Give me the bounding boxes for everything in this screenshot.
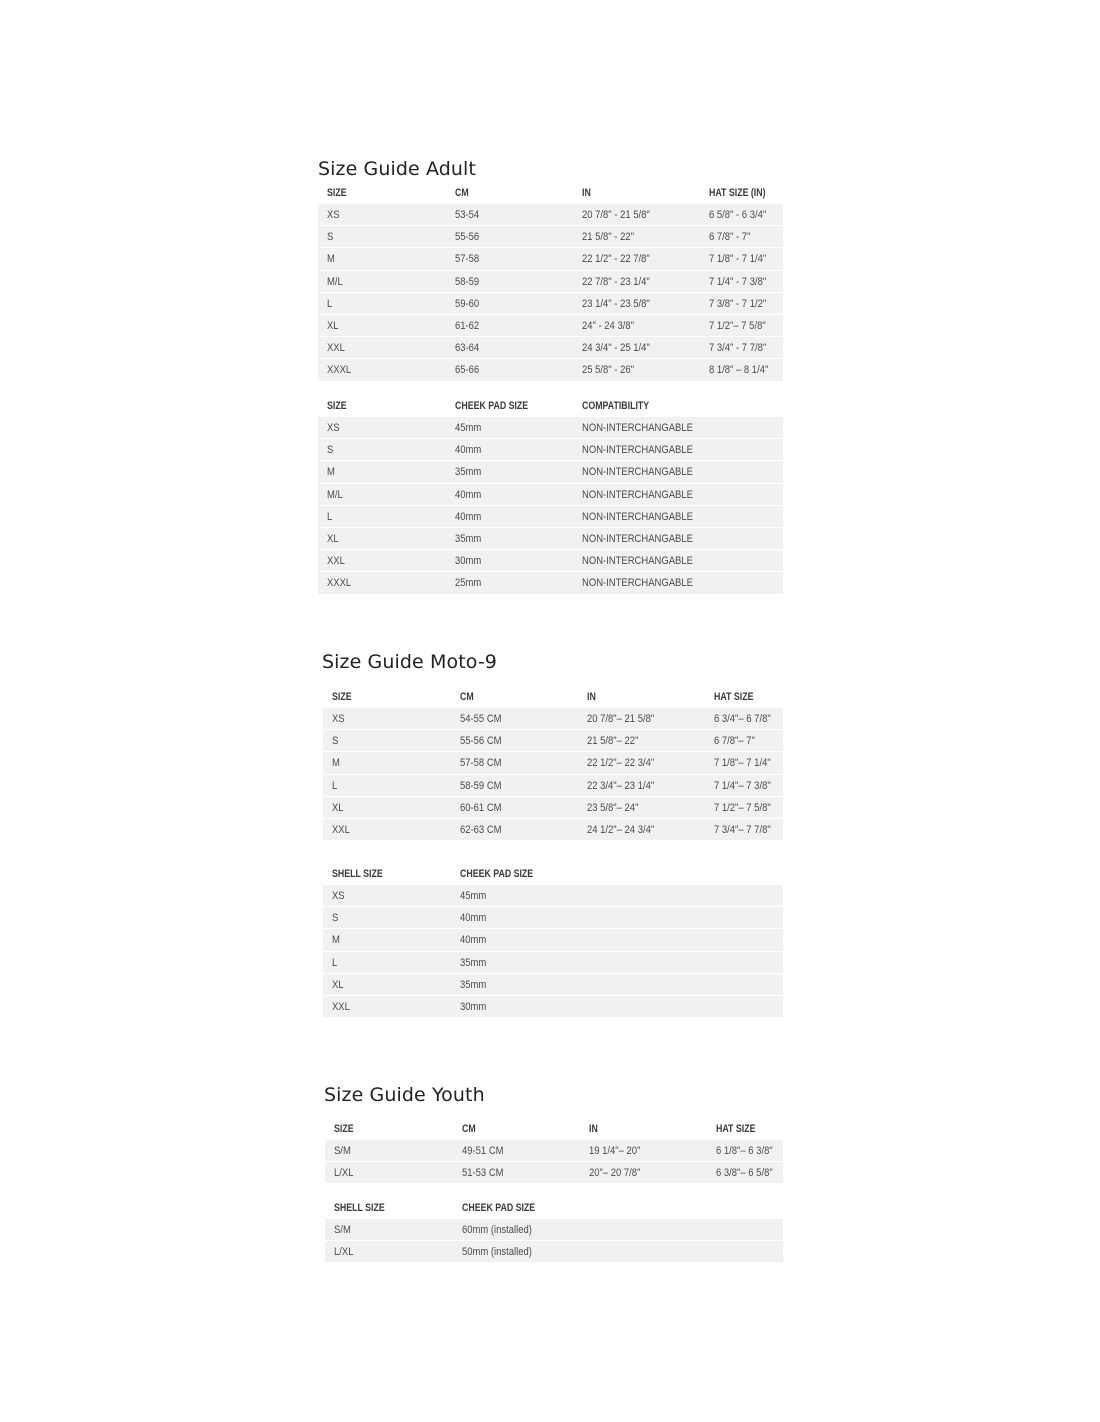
table-row: [318, 337, 783, 359]
youth-title: Size Guide Youth: [324, 1084, 485, 1106]
table-cell: 7 3/8" - 7 1/2": [709, 297, 767, 310]
table-cell: 8 1/8" – 8 1/4": [709, 364, 769, 377]
table-row: [318, 315, 783, 337]
table-cell: M: [327, 253, 335, 266]
table-cell: 60mm (installed): [462, 1224, 532, 1236]
table-cell: XL: [327, 532, 339, 545]
table-cell: 60-61 CM: [460, 801, 502, 814]
table-header: [325, 1118, 783, 1140]
table-cell: NON-INTERCHANGABLE: [582, 488, 693, 501]
moto9-size-table: [323, 686, 783, 841]
column-header: CM: [460, 691, 474, 703]
column-header: IN: [587, 691, 596, 703]
table-cell: L/XL: [334, 1246, 354, 1259]
table-row: [318, 461, 783, 483]
table-header: [323, 863, 783, 885]
table-row: [318, 271, 783, 293]
table-cell: 20 7/8"– 21 5/8": [587, 713, 655, 725]
table-cell: 23 1/4" - 23 5/8": [582, 297, 650, 310]
table-cell: 6 7/8"– 7": [714, 735, 755, 748]
table-cell: 57-58: [455, 253, 480, 266]
table-cell: 6 5/8" - 6 3/4": [709, 209, 767, 221]
youth-size-table: [325, 1118, 783, 1184]
column-header: SHELL SIZE: [332, 868, 383, 880]
table-header: [318, 182, 783, 204]
table-cell: 20"– 20 7/8": [589, 1167, 641, 1180]
table-row: [318, 359, 783, 381]
table-row: [323, 708, 783, 730]
table-cell: 40mm: [455, 488, 482, 501]
table-cell: NON-INTERCHANGABLE: [582, 532, 693, 545]
adult-size-table: [318, 182, 783, 382]
table-cell: 53-54: [455, 209, 480, 221]
table-row: [325, 1219, 783, 1241]
table-cell: M/L: [327, 488, 343, 501]
table-row: [318, 293, 783, 315]
table-cell: XXL: [332, 1000, 350, 1013]
table-cell: 24 3/4" - 25 1/4": [582, 342, 650, 355]
table-row: [323, 819, 783, 841]
column-header: CHEEK PAD SIZE: [460, 868, 534, 880]
table-cell: 49-51 CM: [462, 1145, 504, 1157]
table-cell: NON-INTERCHANGABLE: [582, 555, 693, 568]
table-cell: NON-INTERCHANGABLE: [582, 444, 693, 457]
table-cell: NON-INTERCHANGABLE: [582, 577, 693, 590]
table-cell: 45mm: [455, 422, 482, 434]
adult-title: Size Guide Adult: [318, 158, 476, 180]
table-row: [318, 528, 783, 550]
table-cell: 23 5/8"– 24": [587, 801, 639, 814]
table-cell: 22 7/8" - 23 1/4": [582, 275, 650, 288]
table-cell: S: [327, 231, 334, 244]
table-row: [323, 907, 783, 929]
table-cell: M/L: [327, 275, 343, 288]
table-cell: L: [327, 297, 333, 310]
table-cell: 35mm: [460, 978, 487, 991]
table-cell: 65-66: [455, 364, 480, 377]
table-row: [323, 974, 783, 996]
table-row: [318, 417, 783, 439]
table-cell: 22 1/2" - 22 7/8": [582, 253, 650, 266]
table-row: [318, 572, 783, 594]
table-cell: 6 3/8"– 6 5/8": [716, 1167, 773, 1180]
table-cell: 24" - 24 3/8": [582, 319, 634, 332]
adult-cheek-table: [318, 395, 783, 595]
table-cell: 40mm: [460, 912, 487, 925]
moto9-cheek-table: [323, 863, 783, 1018]
table-cell: 7 1/8" - 7 1/4": [709, 253, 767, 266]
table-cell: S/M: [334, 1145, 351, 1157]
table-row: [325, 1162, 783, 1184]
column-header: HAT SIZE: [716, 1123, 756, 1135]
table-cell: 25mm: [455, 577, 482, 590]
table-cell: 40mm: [455, 510, 482, 523]
table-cell: XXXL: [327, 577, 352, 590]
table-row: [318, 248, 783, 270]
table-cell: 35mm: [460, 956, 487, 969]
table-cell: 58-59: [455, 275, 480, 288]
table-cell: 24 1/2"– 24 3/4": [587, 823, 655, 836]
table-cell: 19 1/4"– 20": [589, 1145, 641, 1157]
table-cell: 54-55 CM: [460, 713, 502, 725]
table-cell: 22 3/4"– 23 1/4": [587, 779, 655, 792]
table-cell: L: [332, 956, 338, 969]
table-cell: M: [332, 934, 340, 947]
table-cell: XL: [332, 978, 344, 991]
table-cell: 59-60: [455, 297, 480, 310]
table-cell: 6 1/8"– 6 3/8": [716, 1145, 773, 1157]
table-cell: 35mm: [455, 466, 482, 479]
table-cell: 6 7/8" - 7": [709, 231, 751, 244]
table-cell: 6 3/4"– 6 7/8": [714, 713, 771, 725]
table-cell: 45mm: [460, 890, 487, 902]
table-cell: 30mm: [455, 555, 482, 568]
column-header: IN: [582, 187, 591, 199]
table-cell: 35mm: [455, 532, 482, 545]
table-cell: 57-58 CM: [460, 757, 502, 770]
column-header: COMPATIBILITY: [582, 400, 650, 412]
table-cell: 58-59 CM: [460, 779, 502, 792]
table-row: [323, 775, 783, 797]
table-cell: XL: [332, 801, 344, 814]
table-row: [323, 730, 783, 752]
column-header: CHEEK PAD SIZE: [455, 400, 529, 412]
table-row: [323, 929, 783, 951]
table-row: [323, 797, 783, 819]
table-header: [318, 395, 783, 417]
column-header: SIZE: [327, 187, 347, 199]
table-cell: S: [332, 912, 339, 925]
column-header: SIZE: [327, 400, 347, 412]
table-cell: 55-56: [455, 231, 480, 244]
table-cell: 61-62: [455, 319, 480, 332]
table-cell: 50mm (installed): [462, 1246, 532, 1259]
column-header: IN: [589, 1123, 598, 1135]
table-cell: 7 1/4"– 7 3/8": [714, 779, 771, 792]
table-cell: S: [332, 735, 339, 748]
table-cell: L: [327, 510, 333, 523]
table-row: [325, 1140, 783, 1162]
table-cell: XS: [327, 209, 340, 221]
table-cell: 40mm: [460, 934, 487, 947]
column-header: CM: [455, 187, 469, 199]
table-row: [318, 550, 783, 572]
column-header: SIZE: [332, 691, 352, 703]
table-cell: 20 7/8" - 21 5/8": [582, 209, 650, 221]
table-row: [323, 752, 783, 774]
table-cell: S: [327, 444, 334, 457]
table-cell: XXL: [327, 342, 345, 355]
table-cell: NON-INTERCHANGABLE: [582, 466, 693, 479]
table-cell: 25 5/8" - 26": [582, 364, 634, 377]
table-cell: 7 3/4" - 7 7/8": [709, 342, 767, 355]
table-row: [318, 506, 783, 528]
column-header: CM: [462, 1123, 476, 1135]
moto9-title: Size Guide Moto-9: [322, 651, 497, 673]
table-row: [318, 226, 783, 248]
table-cell: 51-53 CM: [462, 1167, 504, 1180]
table-row: [318, 439, 783, 461]
table-cell: 30mm: [460, 1000, 487, 1013]
column-header: HAT SIZE: [714, 691, 754, 703]
table-cell: XS: [327, 422, 340, 434]
table-cell: 40mm: [455, 444, 482, 457]
table-cell: XL: [327, 319, 339, 332]
table-cell: M: [327, 466, 335, 479]
table-cell: XXL: [327, 555, 345, 568]
table-row: [323, 885, 783, 907]
table-cell: 63-64: [455, 342, 480, 355]
table-cell: 7 3/4"– 7 7/8": [714, 823, 771, 836]
column-header: SIZE: [334, 1123, 354, 1135]
table-cell: 62-63 CM: [460, 823, 502, 836]
table-cell: M: [332, 757, 340, 770]
table-cell: 55-56 CM: [460, 735, 502, 748]
column-header: SHELL SIZE: [334, 1202, 385, 1214]
table-header: [323, 686, 783, 708]
table-cell: 22 1/2"– 22 3/4": [587, 757, 655, 770]
table-cell: XS: [332, 890, 345, 902]
table-cell: 7 1/4" - 7 3/8": [709, 275, 767, 288]
table-row: [318, 204, 783, 226]
table-row: [323, 996, 783, 1018]
table-cell: 21 5/8"– 22": [587, 735, 639, 748]
table-cell: 7 1/8"– 7 1/4": [714, 757, 771, 770]
table-cell: 7 1/2"– 7 5/8": [709, 319, 766, 332]
column-header: CHEEK PAD SIZE: [462, 1202, 536, 1214]
table-cell: XXL: [332, 823, 350, 836]
table-cell: XXXL: [327, 364, 352, 377]
table-row: [325, 1241, 783, 1263]
column-header: HAT SIZE (IN): [709, 187, 766, 199]
table-cell: L/XL: [334, 1167, 354, 1180]
table-cell: 7 1/2"– 7 5/8": [714, 801, 771, 814]
table-header: [325, 1197, 783, 1219]
youth-cheek-table: [325, 1197, 783, 1263]
table-cell: NON-INTERCHANGABLE: [582, 422, 693, 434]
table-cell: XS: [332, 713, 345, 725]
table-cell: NON-INTERCHANGABLE: [582, 510, 693, 523]
table-cell: S/M: [334, 1224, 351, 1236]
table-row: [323, 952, 783, 974]
table-row: [318, 484, 783, 506]
table-cell: L: [332, 779, 338, 792]
table-cell: 21 5/8" - 22": [582, 231, 634, 244]
